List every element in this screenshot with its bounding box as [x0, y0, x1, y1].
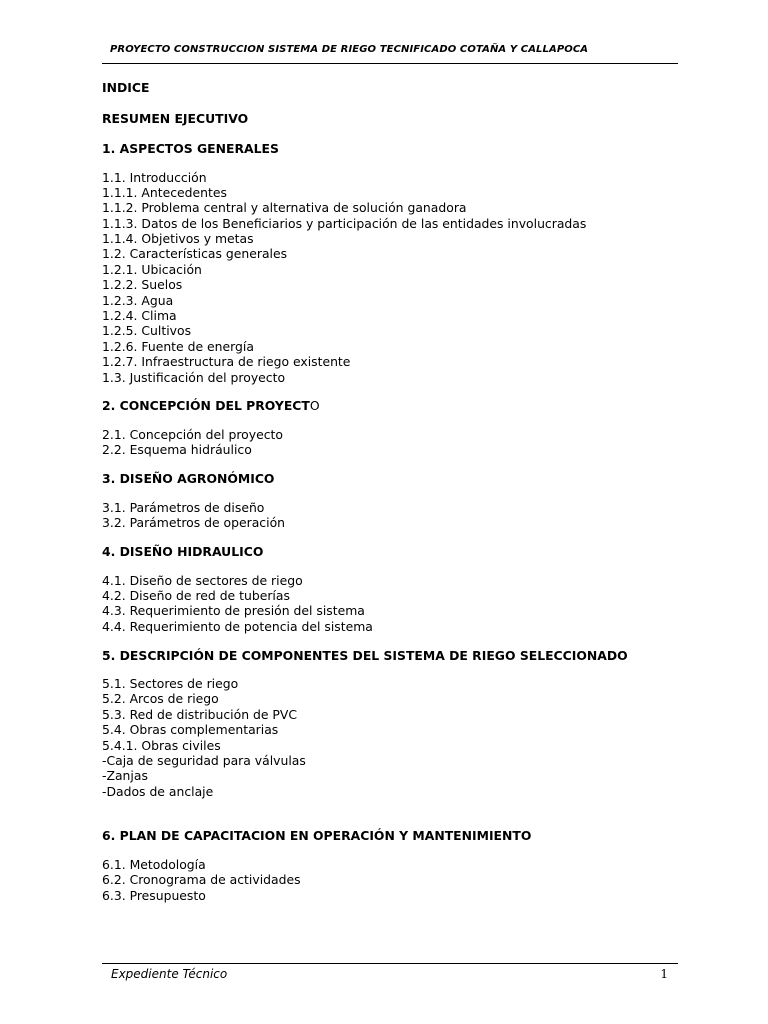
section-2-title-tail: O — [309, 398, 320, 414]
footer-label: Expediente Técnico — [111, 967, 228, 981]
toc-item: 6.3. Presupuesto — [102, 887, 206, 903]
toc-item: 1.2.7. Infraestructura de riego existente — [102, 354, 351, 370]
section-3-heading: 3. DISEÑO AGRONÓMICO — [102, 471, 275, 487]
section-2-title: 2. CONCEPCIÓN DEL PROYECT — [102, 398, 310, 414]
indice-heading: INDICE — [102, 80, 150, 95]
toc-item: 4.3. Requerimiento de presión del sistema — [102, 603, 365, 619]
section-1-heading: 1. ASPECTOS GENERALES — [102, 141, 279, 156]
page-footer — [102, 963, 678, 985]
toc-item: 1.2.2. Suelos — [102, 277, 183, 293]
toc-item: 1.2.6. Fuente de energía — [102, 338, 254, 354]
toc-item: 1.1. Introducción — [102, 169, 207, 185]
toc-item: 6.1. Metodología — [102, 856, 206, 872]
toc-item: 1.2.4. Clima — [102, 308, 177, 324]
toc-item: -Zanjas — [102, 768, 148, 784]
toc-item: 5.4. Obras complementarias — [102, 722, 279, 738]
section-6-list — [102, 857, 692, 903]
toc-item: 1.1.4. Objetivos y metas — [102, 231, 254, 247]
toc-item: 3.1. Parámetros de diseño — [102, 499, 265, 515]
toc-item: 5.4.1. Obras civiles — [102, 737, 221, 753]
resumen-heading: RESUMEN EJECUTIVO — [102, 110, 249, 126]
section-5-heading: 5. DESCRIPCIÓN DE COMPONENTES DEL SISTEMA DE RIEGO SELECCIONADO — [102, 647, 628, 663]
toc-item: 5.3. Red de distribución de PVC — [102, 706, 298, 722]
toc-item: 1.1.3. Datos de los Beneficiarios y participación de las entidades involucradas — [102, 215, 587, 231]
toc-item: 1.1.2. Problema central y alternativa de solución ganadora — [102, 200, 467, 216]
toc-item: 1.2.3. Agua — [102, 292, 174, 308]
toc-item: 1.2.1. Ubicación — [102, 261, 202, 277]
toc-item: 4.1. Diseño de sectores de riego — [102, 572, 303, 588]
toc-item: 1.2. Características generales — [102, 246, 288, 262]
toc-item: 5.2. Arcos de riego — [102, 691, 219, 707]
page-number: 1 — [660, 967, 668, 981]
toc-item: 1.1.1. Antecedentes — [102, 184, 227, 200]
toc-item: 1.2.5. Cultivos — [102, 323, 192, 339]
table-of-contents — [102, 78, 692, 903]
toc-item: 4.4. Requerimiento de potencia del sistema — [102, 618, 373, 634]
toc-item: -Dados de anclaje — [102, 783, 214, 799]
toc-item: 4.2. Diseño de red de tuberías — [102, 587, 290, 603]
section-4-list — [102, 573, 692, 635]
section-3-list — [102, 500, 692, 531]
section-6-heading: 6. PLAN DE CAPACITACION EN OPERACIÓN Y MANTENIMIENTO — [102, 828, 532, 844]
project-title: PROYECTO CONSTRUCCION SISTEMA DE RIEGO TECNIFICADO COTAÑA Y CALLAPOCA — [110, 44, 589, 55]
toc-item: 5.1. Sectores de riego — [102, 676, 239, 692]
section-4-heading: 4. DISEÑO HIDRAULICO — [102, 544, 264, 560]
section-2-heading — [102, 396, 692, 416]
toc-item: 1.3. Justificación del proyecto — [102, 369, 286, 385]
toc-item: -Caja de seguridad para válvulas — [102, 753, 306, 769]
toc-item: 2.1. Concepción del proyecto — [102, 426, 283, 442]
toc-item: 3.2. Parámetros de operación — [102, 515, 285, 531]
section-1-list — [102, 170, 692, 385]
page-header — [102, 42, 678, 64]
section-2-list — [102, 427, 692, 458]
section-5-list — [102, 676, 692, 799]
toc-item: 6.2. Cronograma de actividades — [102, 872, 301, 888]
toc-item: 2.2. Esquema hidráulico — [102, 442, 252, 458]
